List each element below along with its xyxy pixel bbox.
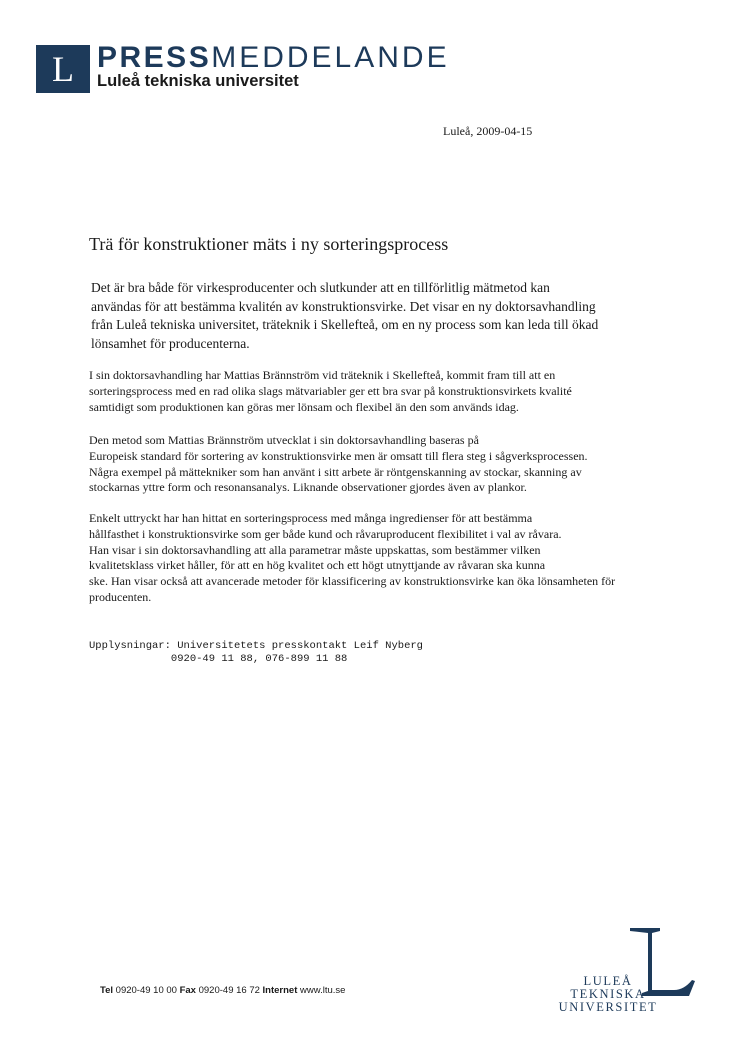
wordmark-line: LULEÅ: [583, 974, 633, 988]
paragraph-line: samtidigt som produktionen kan göras mer lönsam och flexibel än den som används idag.: [89, 399, 519, 414]
internet-label: Internet: [262, 985, 298, 996]
lead-line: Det är bra både för virkesproducenter och slutkunder att en tillförlitlig mätmetod kan: [91, 280, 550, 295]
title-bold: PRESS: [97, 41, 212, 74]
lead-paragraph: [91, 279, 691, 353]
body-paragraph-3: [89, 511, 699, 606]
contact-label: Upplysningar:: [89, 640, 171, 652]
logo-letter: L: [52, 49, 74, 89]
wordmark-line: UNIVERSITET: [558, 1000, 658, 1015]
paragraph-line: kvalitetsklass virket håller, för att en hög kvalitet och ett högt utnyttjande av råvaran ska kunna: [89, 558, 546, 573]
website-link[interactable]: www.ltu.se: [300, 985, 346, 996]
headline: Trä för konstruktioner mäts i ny sorteringsprocess: [89, 234, 449, 254]
lead-line: från Luleå tekniska universitet, träteknik i Skellefteå, om en ny process som kan leda till ökad: [91, 317, 599, 333]
paragraph-line: Den metod som Mattias Brännström utvecklat i sin doktorsavhandling baseras på: [89, 433, 479, 447]
university-name: Luleå tekniska universitet: [97, 72, 299, 90]
contact-line-2: 0920-49 11 88, 076-899 11 88: [170, 653, 348, 665]
paragraph-line: hållfasthet i konstruktionsvirke som ger både kund och råvaruproducent flexibilitet i val av råvara.: [89, 526, 562, 541]
fax-label: Fax: [179, 985, 196, 996]
body-paragraph-1: [89, 368, 689, 415]
lead-line: lönsamhet för producenterna.: [91, 335, 250, 351]
title-light: MEDDELANDE: [211, 41, 450, 74]
paragraph-line: I sin doktorsavhandling har Mattias Brännström vid träteknik i Skellefteå, kommit fram till att en: [89, 368, 556, 382]
date-line: Luleå, 2009-04-15: [443, 124, 533, 138]
body-paragraph-2: [89, 433, 689, 496]
tel-label: Tel: [100, 985, 114, 996]
paragraph-line: ske. Han visar också att avancerade metoder för klassificering av konstruktionsvirke kan öka lönsamheten för: [89, 574, 616, 589]
paragraph-line: Några exempel på mättekniker som han använt i sitt arbete är röntgenskanning av stockar, skanning av: [89, 464, 582, 479]
footer-contact: [100, 985, 345, 996]
paragraph-line: producenten.: [89, 589, 152, 604]
contact-line-1: Universitetets presskontakt Leif Nyberg: [177, 640, 423, 652]
fax-number: 0920-49 16 72: [198, 985, 260, 996]
paragraph-line: Europeisk standard för sortering av konstruktionsvirke men är omsatt till flera steg i sågverksprocessen.: [89, 448, 588, 463]
paragraph-line: stockarnas yttre form och resonansanalys. Liknande observationer gjordes även av plankor.: [89, 480, 527, 495]
paragraph-line: Enkelt uttryckt har han hittat en sorteringsprocess med många ingredienser för att bestämma: [89, 511, 533, 525]
wordmark-line: TEKNISKA: [570, 987, 646, 1002]
ltu-wordmark: [548, 975, 668, 1015]
paragraph-line: Han visar i sin doktorsavhandling att alla parametrar måste uppskattas, som bestämmer vilken: [89, 542, 541, 557]
lead-line: användas för att bestämma kvalitén av konstruktionsvirke. Det visar en ny doktorsavhandling: [91, 298, 596, 314]
tel-number: 0920-49 10 00: [115, 985, 177, 996]
contact-block: [89, 640, 423, 666]
paragraph-line: sorteringsprocess med en rad olika slags mätvariabler ger ett bra svar på konstruktionsvirkets kvalité: [89, 383, 572, 398]
press-release-title: [97, 41, 450, 75]
ltu-logo-box: [36, 45, 90, 93]
